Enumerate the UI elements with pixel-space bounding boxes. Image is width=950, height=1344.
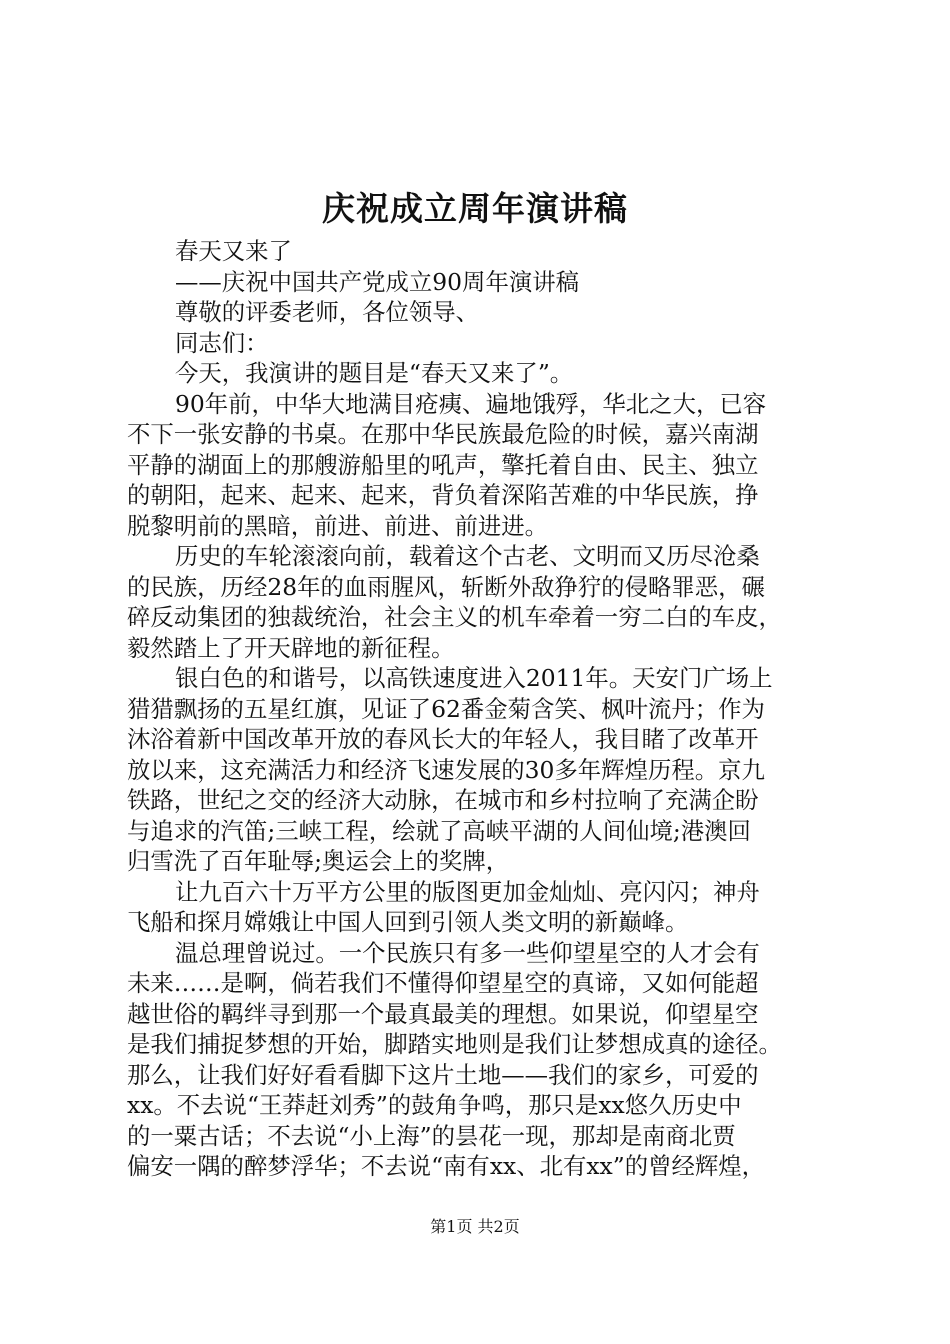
text-line: 平静的湖面上的那艘游船里的吼声，擎托着自由、民主、独立	[127, 450, 759, 479]
document-body	[127, 236, 843, 1182]
text-line: 历史的车轮滚滚向前，载着这个古老、文明而又历尽沧桑	[175, 542, 760, 570]
text-line: 的朝阳，起来、起来、起来，背负着深陷苦难的中华民族，挣	[127, 481, 759, 509]
text-line: 飞船和探月嫦娥让中国人回到引领人类文明的新巅峰。	[127, 908, 689, 936]
page-footer: 第1页 共2页	[430, 1217, 520, 1236]
text-line: 偏安一隅的醉梦浮华；不去说“南有xx、北有xx”的曾经辉煌，	[127, 1152, 766, 1180]
text-line: 尊敬的评委老师，各位领导、	[175, 298, 480, 326]
text-line: 今天，我演讲的题目是“春天又来了”。	[175, 359, 574, 387]
text-line: 沐浴着新中国改革开放的春风长大的年轻人，我目睹了改革开	[127, 725, 759, 753]
text-line: 温总理曾说过。一个民族只有多一些仰望星空的人才会有	[175, 938, 760, 967]
text-line: 越世俗的羁绊寻到那一个最真最美的理想。如果说，仰望星空	[127, 999, 759, 1028]
text-line: ——庆祝中国共产党成立90周年演讲稿	[175, 267, 580, 296]
text-line: 放以来，这充满活力和经济飞速发展的30多年辉煌历程。京九	[127, 755, 765, 784]
text-line: 春天又来了	[175, 237, 292, 265]
text-line: 90年前，中华大地满目疮痍、遍地饿殍，华北之大，已容	[175, 389, 767, 418]
text-line: 让九百六十万平方公里的版图更加金灿灿、亮闪闪；神舟	[175, 877, 760, 906]
text-line: 的民族，历经28年的血雨腥风，斩断外敌狰狞的侵略罪恶，碾	[127, 572, 765, 601]
text-line: 脱黎明前的黑暗，前进、前进、前进进。	[127, 511, 549, 540]
text-line: 的一粟古话；不去说“小上海”的昙花一现，那却是南商北贾	[127, 1121, 736, 1150]
text-line: 猎猎飘扬的五星红旗，见证了62番金菊含笑、枫叶流丹；作为	[127, 694, 765, 723]
text-line: xx。不去说“王莽赶刘秀”的鼓角争鸣，那只是xx悠久历史中	[127, 1091, 742, 1119]
text-line: 同志们：	[175, 328, 269, 357]
text-line: 不下一张安静的书桌。在那中华民族最危险的时候，嘉兴南湖	[127, 420, 759, 448]
text-line: 未来……是啊，倘若我们不懂得仰望星空的真谛，又如何能超	[127, 969, 759, 997]
text-line: 铁路，世纪之交的经济大动脉，在城市和乡村拉响了充满企盼	[127, 786, 759, 814]
text-line: 与追求的汽笛;三峡工程，绘就了高峡平湖的人间仙境;港澳回	[127, 816, 751, 845]
text-line: 那么，让我们好好看看脚下这片土地——我们的家乡，可爱的	[127, 1060, 759, 1089]
text-line: 是我们捕捉梦想的开始，脚踏实地则是我们让梦想成真的途径。	[127, 1030, 782, 1058]
text-line: 银白色的和谐号，以高铁速度进入2011年。天安门广场上	[175, 664, 773, 692]
text-line: 碎反动集团的独裁统治，社会主义的机车牵着一穷二白的车皮，	[127, 603, 782, 631]
text-line: 毅然踏上了开天辟地的新征程。	[127, 633, 455, 662]
text-line: 归雪洗了百年耻辱;奥运会上的奖牌，	[127, 847, 510, 875]
document-title: 庆祝成立周年演讲稿	[322, 189, 628, 228]
